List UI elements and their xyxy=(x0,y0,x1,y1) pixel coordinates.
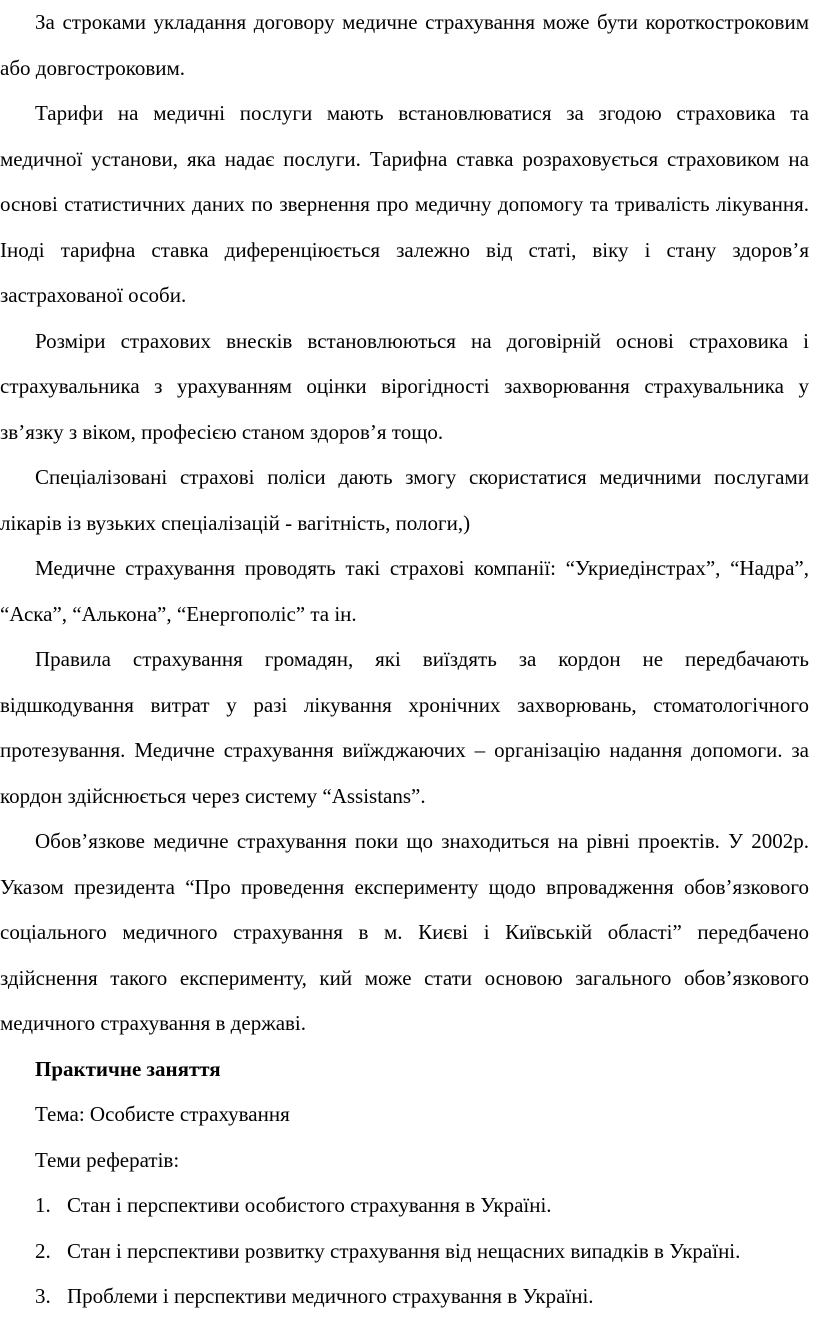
paragraph-term: За строками укладання договору медичне страхування може бути короткостроковим або довгостроковим. xyxy=(0,10,809,80)
paragraph-premiums: Розміри страхових внесків встановлюються на договірній основі страховика і страхувальника з урахуванням оцінки вірогідності захворювання страхувальника у зв’язку з віком, професією станом здоров’я тощо. xyxy=(0,328,809,444)
list-item-number: 3. xyxy=(35,1284,51,1308)
list-item xyxy=(0,1229,809,1275)
list-item-number: 1. xyxy=(35,1193,51,1217)
practice-heading: Практичне заняття xyxy=(35,1056,221,1081)
practice-topic: Тема: Особисте страхування xyxy=(35,1102,290,1126)
list-item-text: Проблеми і перспективи медичного страхування в Україні. xyxy=(67,1284,594,1308)
list-item-text: Стан і перспективи особистого страхування в Україні. xyxy=(67,1193,552,1217)
paragraph-companies: Медичне страхування проводять такі страхові компанії: “Укриедінстрах”, “Надра”, “Аска”, “Алькона”, “Енергополіс” та ін. xyxy=(0,556,809,626)
paragraph-special-policies: Спеціалізовані страхові поліси дають змогу скористатися медичними послугами лікарів із вузьких спеціалізацій - вагітність, пологи,) xyxy=(0,465,809,535)
list-item xyxy=(0,1274,809,1320)
list-item-number: 2. xyxy=(35,1238,51,1263)
essays-label: Теми рефератів: xyxy=(35,1147,180,1172)
paragraph-mandatory-insurance: Обов’язкове медичне страхування поки що знаходиться на рівні проектів. У 2002р. Указом президента “Про проведення експерименту щодо впровадження обов’язкового соціального медичного страхування в м. Києві і Київській області” передбачено здійснення такого експерименту, кий може стати основою загального обов’язкового медичного страхування в державі. xyxy=(0,829,809,1035)
list-item xyxy=(0,1183,809,1229)
essay-topics-list xyxy=(0,1183,809,1320)
list-item-text: Стан і перспективи розвитку страхування від нещасних випадків в Україні. xyxy=(67,1238,741,1263)
paragraph-travel-rules: Правила страхування громадян, які виїздять за кордон не передбачають відшкодування витрат у разі лікування хронічних захворювань, стоматологічного протезування. Медичне страхування виїжджаючих – організацію надання допомоги. за кордон здійснюється через систему “Assistans”. xyxy=(0,647,809,808)
paragraph-tariffs: Тарифи на медичні послуги мають встановлюватися за згодою страховика та медичної установи, яка надає послуги. Тарифна ставка розраховується страховиком на основі статистичних даних по звернення про медичну допомогу та тривалість лікування. Іноді тарифна ставка диференціюється залежно від статі, віку і стану здоров’я застрахованої особи. xyxy=(0,101,809,307)
